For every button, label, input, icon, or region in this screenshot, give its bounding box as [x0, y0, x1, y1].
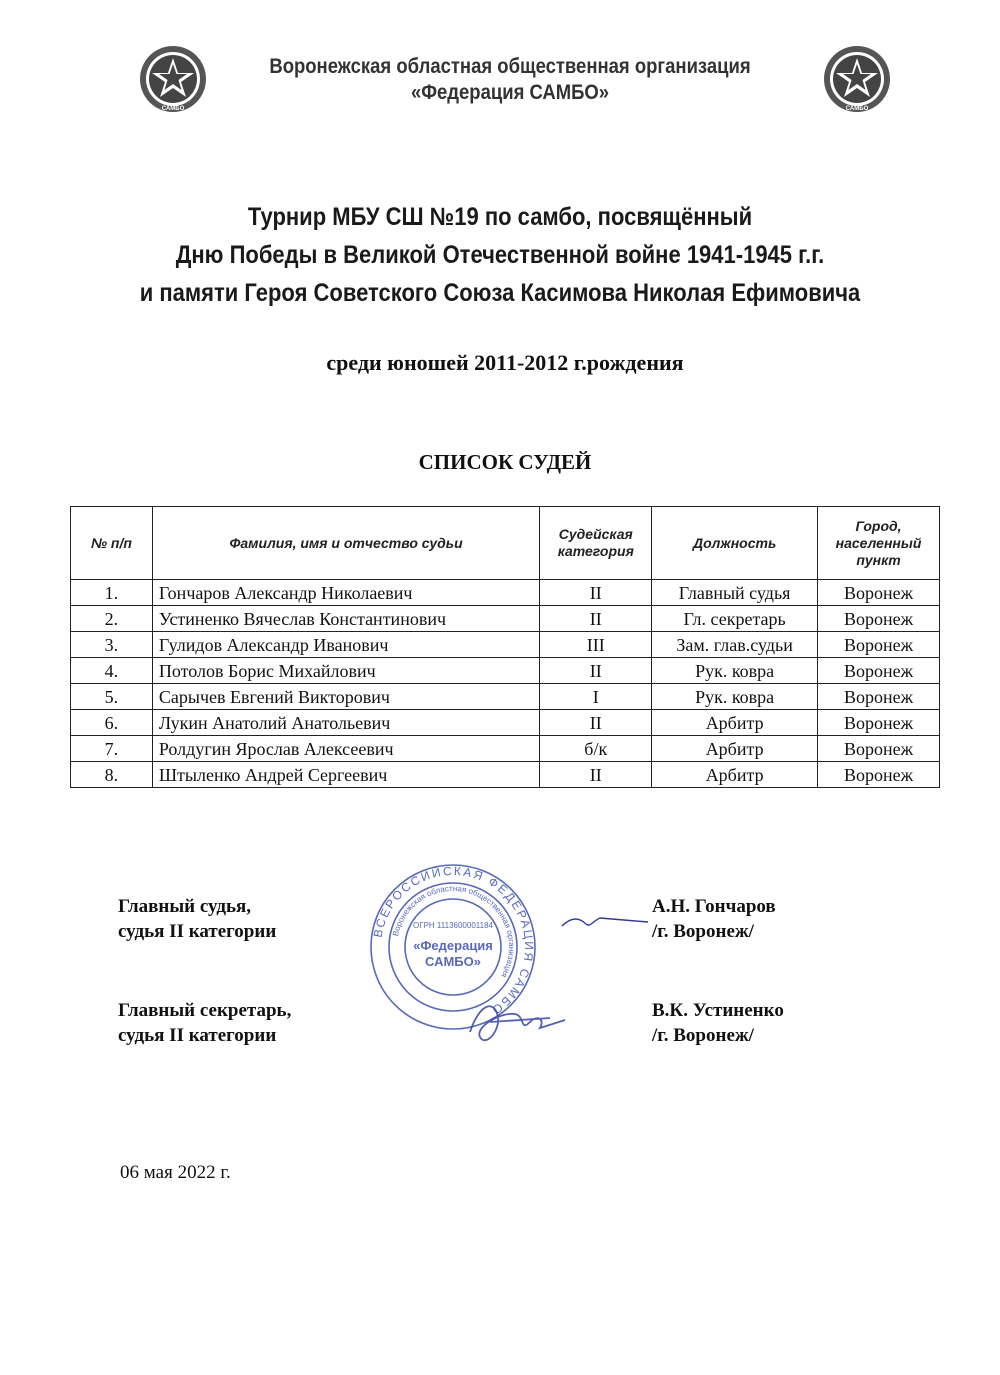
chief-secretary-name: В.К. Устиненко — [652, 1000, 784, 1021]
chief-judge-role-line1: Главный судья, — [118, 896, 252, 917]
cell-city: Воронеж — [818, 632, 940, 658]
cell-city: Воронеж — [818, 606, 940, 632]
chief-secretary-role — [118, 998, 291, 1048]
cell-category: II — [540, 606, 652, 632]
chief-judge-role — [118, 894, 276, 944]
svg-text:«Федерация: «Федерация — [413, 938, 493, 953]
cell-position: Арбитр — [652, 736, 818, 762]
sambo-logo-left-icon — [138, 44, 208, 114]
cell-num: 7. — [71, 736, 153, 762]
chief-judge-name: А.Н. Гончаров — [652, 896, 776, 917]
cell-name: Гончаров Александр Николаевич — [152, 580, 539, 606]
signature-stroke-icon — [560, 912, 650, 932]
cell-position: Рук. ковра — [652, 684, 818, 710]
cell-name: Потолов Борис Михайлович — [152, 658, 539, 684]
title-line1: Турнир МБУ СШ №19 по самбо, посвящённый — [247, 203, 753, 231]
cell-name: Ролдугин Ярослав Алексеевич — [152, 736, 539, 762]
cell-category: II — [540, 658, 652, 684]
table-row — [71, 762, 940, 788]
table-row — [71, 684, 940, 710]
cell-city: Воронеж — [818, 580, 940, 606]
svg-text:ВСЕРОССИЙСКАЯ ФЕДЕРАЦИЯ САМБО: ВСЕРОССИЙСКАЯ ФЕДЕРАЦИЯ САМБО — [370, 863, 537, 1019]
cell-num: 1. — [71, 580, 153, 606]
chief-judge-role-line2: судья II категории — [118, 921, 277, 942]
cell-position: Арбитр — [652, 762, 818, 788]
header-city: Город, населенный пункт — [818, 507, 940, 580]
judges-table — [70, 506, 940, 788]
organization-header — [237, 54, 783, 106]
svg-text:САМБО: САМБО — [161, 106, 185, 112]
chief-secretary-name-block — [652, 998, 784, 1048]
table-row — [71, 658, 940, 684]
table-row — [71, 606, 940, 632]
table-header-row — [71, 507, 940, 580]
cell-category: II — [540, 580, 652, 606]
svg-text:САМБО: САМБО — [845, 106, 869, 112]
chief-judge-city: /г. Воронеж/ — [652, 921, 754, 942]
age-group-subtitle: среди юношей 2011-2012 г.рождения — [326, 350, 684, 375]
chief-secretary-role-line1: Главный секретарь, — [118, 1000, 292, 1021]
cell-position: Рук. ковра — [652, 658, 818, 684]
document-date: 06 мая 2022 г. — [120, 1162, 231, 1183]
header-position: Должность — [652, 507, 818, 580]
header-category: Судейская категория — [540, 507, 652, 580]
org-name-line2: «Федерация САМБО» — [410, 81, 610, 104]
cell-name: Гулидов Александр Иванович — [152, 632, 539, 658]
title-line2: Дню Победы в Великой Отечественной войне 1941-1945 г.г. — [175, 241, 825, 269]
cell-city: Воронеж — [818, 762, 940, 788]
list-title: СПИСОК СУДЕЙ — [418, 450, 592, 474]
cell-category: I — [540, 684, 652, 710]
header-name: Фамилия, имя и отчество судьи — [152, 507, 539, 580]
cell-name: Штыленко Андрей Сергеевич — [152, 762, 539, 788]
cell-city: Воронеж — [818, 710, 940, 736]
cell-category: б/к — [540, 736, 652, 762]
table-row — [71, 736, 940, 762]
cell-position: Зам. глав.судьи — [652, 632, 818, 658]
svg-text:САМБО»: САМБО» — [425, 954, 481, 969]
org-name-line1: Воронежская областная общественная организация — [269, 55, 751, 78]
tournament-title — [60, 198, 940, 312]
cell-num: 8. — [71, 762, 153, 788]
chief-secretary-city: /г. Воронеж/ — [652, 1025, 754, 1046]
cell-num: 5. — [71, 684, 153, 710]
table-row — [71, 580, 940, 606]
cell-num: 6. — [71, 710, 153, 736]
cell-category: II — [540, 762, 652, 788]
handwritten-signature-icon — [460, 992, 570, 1052]
sambo-logo-right-icon — [822, 44, 892, 114]
svg-text:Воронежская областная обществе: Воронежская областная общественная организация — [391, 883, 517, 980]
cell-position: Арбитр — [652, 710, 818, 736]
cell-category: III — [540, 632, 652, 658]
chief-judge-name-block — [652, 894, 776, 944]
cell-name: Лукин Анатолий Анатольевич — [152, 710, 539, 736]
cell-position: Главный судья — [652, 580, 818, 606]
header-num: № п/п — [71, 507, 153, 580]
cell-position: Гл. секретарь — [652, 606, 818, 632]
svg-text:ОГРН 1113600001184: ОГРН 1113600001184 — [413, 921, 493, 930]
title-line3: и памяти Героя Советского Союза Касимова Николая Ефимовича — [139, 279, 861, 307]
cell-category: II — [540, 710, 652, 736]
cell-num: 4. — [71, 658, 153, 684]
table-row — [71, 632, 940, 658]
cell-num: 3. — [71, 632, 153, 658]
cell-name: Сарычев Евгений Викторович — [152, 684, 539, 710]
chief-secretary-role-line2: судья II категории — [118, 1025, 277, 1046]
cell-name: Устиненко Вячеслав Константинович — [152, 606, 539, 632]
cell-city: Воронеж — [818, 658, 940, 684]
cell-city: Воронеж — [818, 684, 940, 710]
cell-city: Воронеж — [818, 736, 940, 762]
cell-num: 2. — [71, 606, 153, 632]
table-row — [71, 710, 940, 736]
